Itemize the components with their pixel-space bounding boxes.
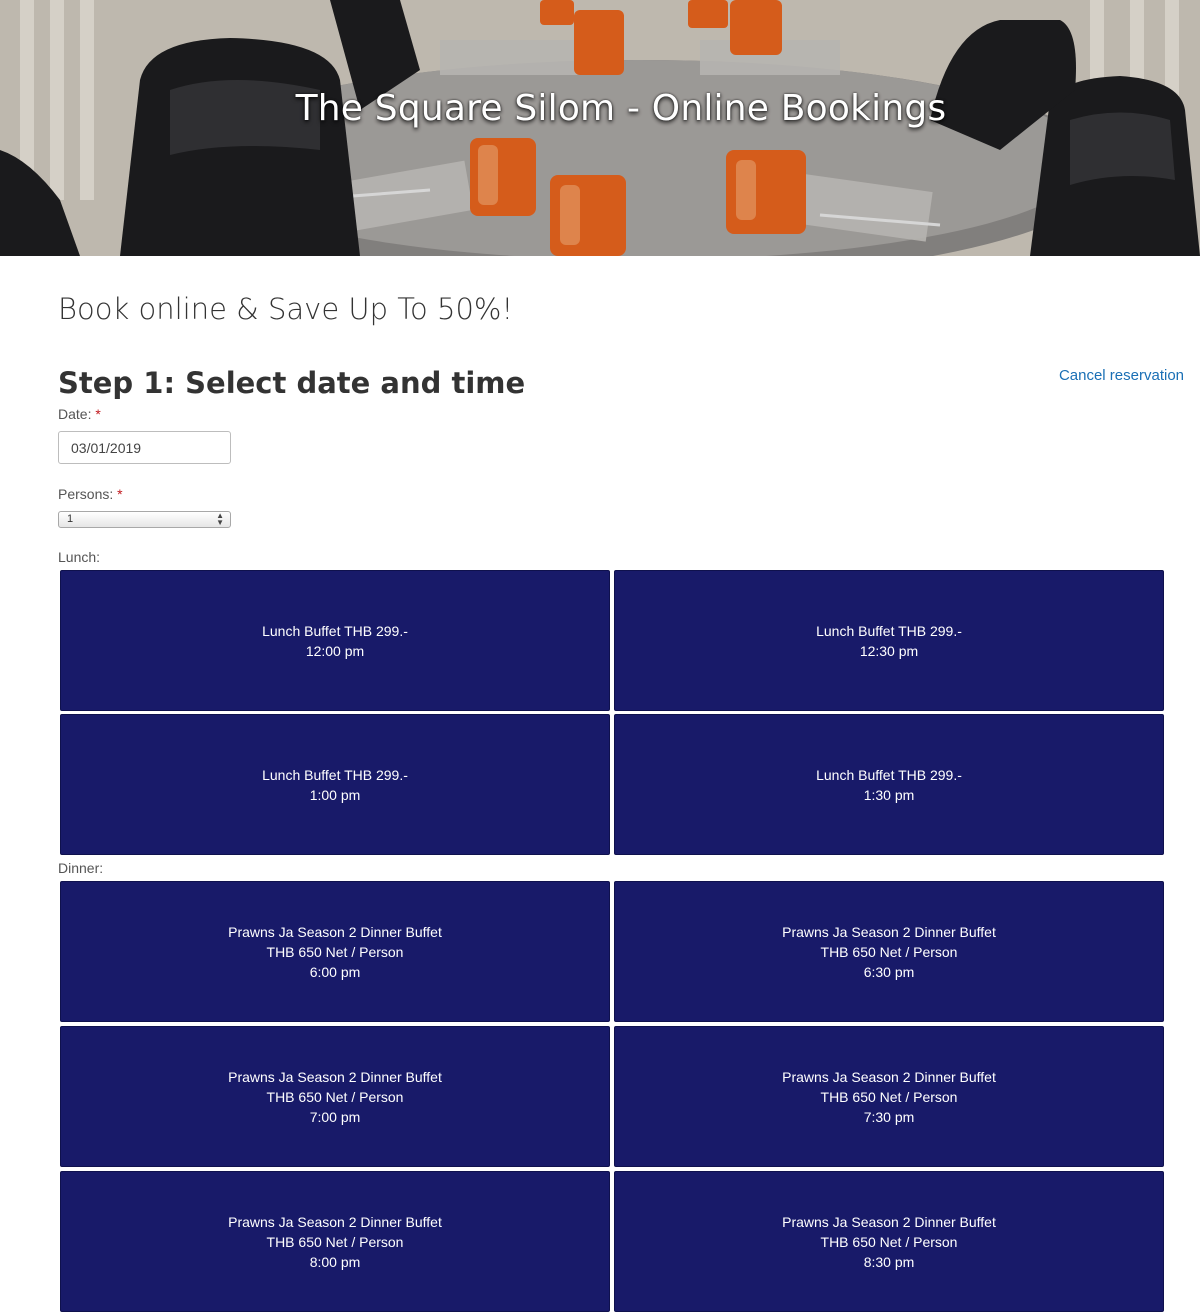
slot-title: Prawns Ja Season 2 Dinner Buffet bbox=[228, 923, 442, 940]
slot-title: Prawns Ja Season 2 Dinner Buffet bbox=[228, 1213, 442, 1230]
slot-time: 6:30 pm bbox=[863, 963, 915, 980]
dinner-slot-button[interactable] bbox=[614, 1026, 1164, 1167]
date-input[interactable] bbox=[58, 431, 231, 464]
slot-title: Lunch Buffet THB 299.- bbox=[816, 622, 962, 639]
slot-time: 8:00 pm bbox=[309, 1253, 361, 1270]
dinner-slot-button[interactable] bbox=[60, 1026, 610, 1167]
slot-time: 6:00 pm bbox=[309, 963, 361, 980]
required-mark: * bbox=[117, 486, 123, 502]
slot-price: THB 650 Net / Person bbox=[820, 1088, 958, 1105]
page-title: The Square Silom - Online Bookings bbox=[295, 88, 947, 129]
lunch-slot-button[interactable] bbox=[614, 714, 1164, 855]
dinner-slot-button[interactable] bbox=[60, 1171, 610, 1312]
slot-time: 12:00 pm bbox=[305, 642, 365, 659]
persons-selected-value: 1 bbox=[67, 513, 74, 525]
date-label bbox=[58, 406, 101, 422]
select-arrows-icon: ▲ ▼ bbox=[216, 511, 224, 527]
dinner-slot-button[interactable] bbox=[614, 881, 1164, 1022]
cancel-reservation-link[interactable]: Cancel reservation bbox=[1058, 367, 1184, 384]
lunch-label: Lunch: bbox=[58, 549, 101, 565]
slot-time: 12:30 pm bbox=[859, 642, 919, 659]
slot-title: Prawns Ja Season 2 Dinner Buffet bbox=[782, 1213, 996, 1230]
promo-heading: Book online & Save Up To 50%! bbox=[58, 292, 514, 326]
persons-label bbox=[58, 486, 123, 502]
slot-price: THB 650 Net / Person bbox=[266, 1233, 404, 1250]
slot-title: Prawns Ja Season 2 Dinner Buffet bbox=[782, 923, 996, 940]
slot-price: THB 650 Net / Person bbox=[266, 943, 404, 960]
lunch-slot-button[interactable] bbox=[60, 570, 610, 711]
slot-price: THB 650 Net / Person bbox=[820, 1233, 958, 1250]
slot-price: THB 650 Net / Person bbox=[266, 1088, 404, 1105]
slot-time: 1:00 pm bbox=[309, 786, 361, 803]
slot-title: Lunch Buffet THB 299.- bbox=[262, 622, 408, 639]
slot-title: Lunch Buffet THB 299.- bbox=[262, 766, 408, 783]
slot-time: 7:00 pm bbox=[309, 1108, 361, 1125]
slot-price: THB 650 Net / Person bbox=[820, 943, 958, 960]
slot-time: 1:30 pm bbox=[863, 786, 915, 803]
persons-select[interactable] bbox=[58, 511, 231, 528]
slot-title: Lunch Buffet THB 299.- bbox=[816, 766, 962, 783]
slot-time: 7:30 pm bbox=[863, 1108, 915, 1125]
hero-banner bbox=[0, 0, 1200, 256]
required-mark: * bbox=[95, 406, 101, 422]
dinner-label: Dinner: bbox=[58, 860, 104, 876]
slot-time: 8:30 pm bbox=[863, 1253, 915, 1270]
lunch-slot-button[interactable] bbox=[60, 714, 610, 855]
slot-title: Prawns Ja Season 2 Dinner Buffet bbox=[782, 1068, 996, 1085]
slot-title: Prawns Ja Season 2 Dinner Buffet bbox=[228, 1068, 442, 1085]
date-label-text: Date: bbox=[58, 406, 92, 422]
dinner-slot-button[interactable] bbox=[60, 881, 610, 1022]
persons-label-text: Persons: bbox=[58, 486, 114, 502]
lunch-slot-button[interactable] bbox=[614, 570, 1164, 711]
dinner-slot-button[interactable] bbox=[614, 1171, 1164, 1312]
step-title: Step 1: Select date and time bbox=[58, 366, 526, 400]
